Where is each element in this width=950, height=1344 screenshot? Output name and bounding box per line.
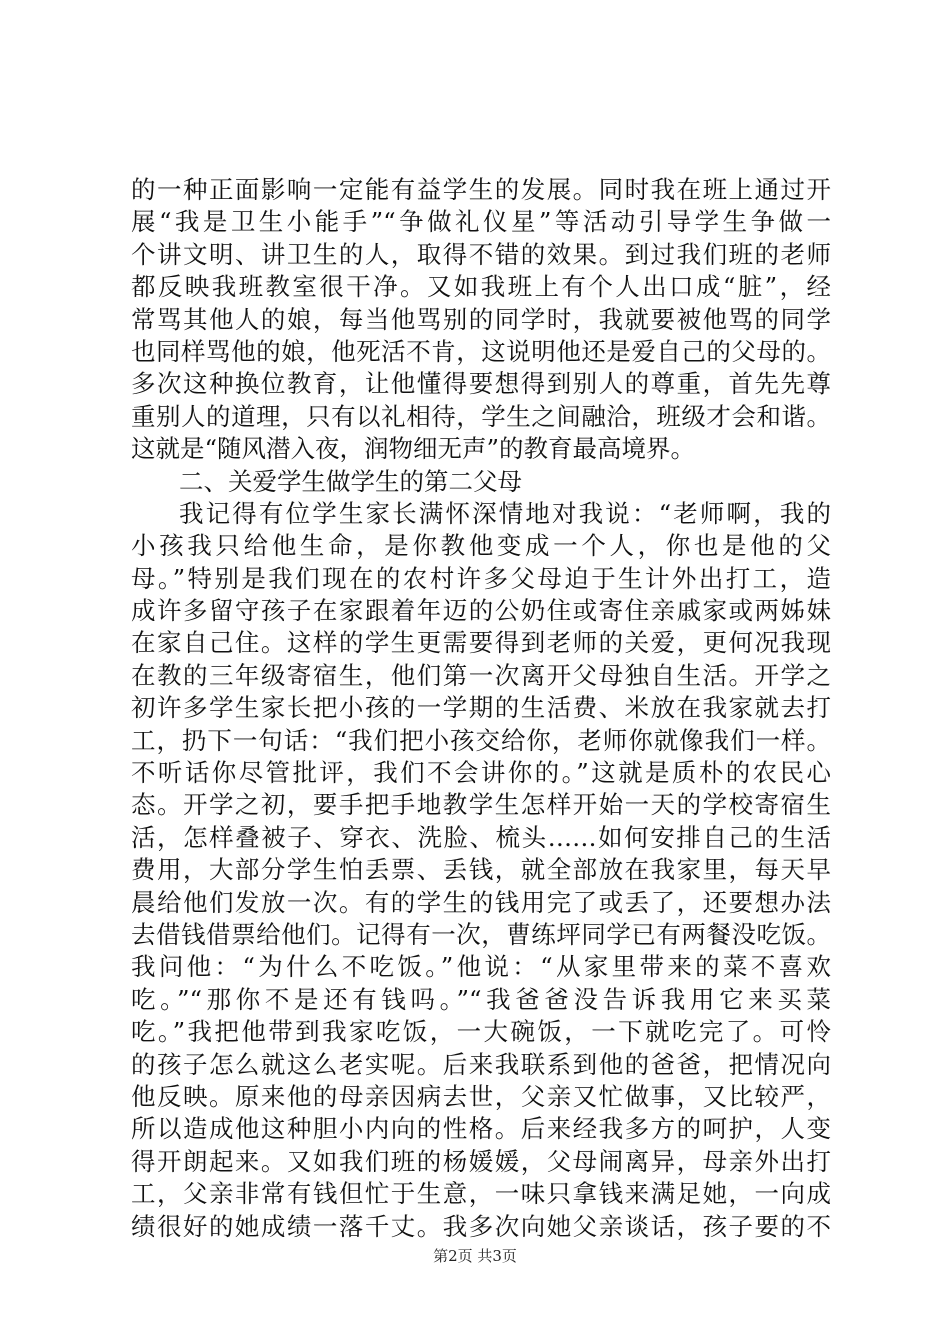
text-line: 多次这种换位教育，让他懂得要想得到别人的尊重，首先先尊 [131,369,831,399]
text-line: 这就是“随风潜入夜，润物细无声”的教育最高境界。 [131,434,696,464]
text-line: 态。开学之初，要手把手地教学生怎样开始一天的学校寄宿生 [131,790,831,820]
text-line: 我问他：“为什么不吃饭。”他说：“从家里带来的菜不喜欢 [131,952,831,982]
text-line: 常骂其他人的娘，每当他骂别的同学时，我就要被他骂的同学 [131,304,831,334]
text-line: 重别人的道理，只有以礼相待，学生之间融洽，班级才会和谐。 [131,401,831,431]
text-line: 个讲文明、讲卫生的人，取得不错的效果。到过我们班的老师 [131,239,831,269]
text-line: 吃。”“那你不是还有钱吗。”“我爸爸没告诉我用它来买菜 [131,984,831,1014]
text-line: 所以造成他这种胆小内向的性格。后来经我多方的呵护，人变 [131,1114,831,1144]
text-line: 的孩子怎么就这么老实呢。后来我联系到他的爸爸，把情况向 [131,1049,831,1079]
section-heading: 二、关爱学生做学生的第二父母 [179,466,522,496]
text-line: 在家自己住。这样的学生更需要得到老师的关爱，更何况我现 [131,628,831,658]
text-line: 初许多学生家长把小孩的一学期的生活费、米放在我家就去打 [131,693,831,723]
document-body [131,174,831,1243]
text-line: 在教的三年级寄宿生，他们第一次离开父母独自生活。开学之 [131,660,831,690]
text-line: 得开朗起来。又如我们班的杨媛媛，父母闹离异，母亲外出打 [131,1146,831,1176]
text-line: 绩很好的她成绩一落千丈。我多次向她父亲谈话，孩子要的不 [131,1211,831,1241]
text-line: 不听话你尽管批评，我们不会讲你的。”这就是质朴的农民心 [131,758,831,788]
text-line: 他反映。原来他的母亲因病去世，父亲又忙做事，又比较严， [131,1081,831,1111]
text-line: 工，父亲非常有钱但忙于生意，一味只拿钱来满足她，一向成 [131,1179,831,1209]
text-line: 成许多留守孩子在家跟着年迈的公奶住或寄住亲戚家或两姊妹 [131,596,831,626]
text-line: 工，扔下一句话：“我们把小孩交给你，老师你就像我们一样。 [131,725,831,755]
text-line: 都反映我班教室很干净。又如我班上有个人出口成“脏”，经 [131,272,831,302]
text-line: 费用，大部分学生怕丢票、丢钱，就全部放在我家里，每天早 [131,855,831,885]
page-number-footer: 第2页 共3页 [433,1247,517,1265]
text-line: 母。”特别是我们现在的农村许多父母迫于生计外出打工，造 [131,563,831,593]
text-line: 也同样骂他的娘，他死活不肯，这说明他还是爱自己的父母的。 [131,336,831,366]
text-line: 的一种正面影响一定能有益学生的发展。同时我在班上通过开 [131,175,831,204]
text-line: 活，怎样叠被子、穿衣、洗脸、梳头……如何安排自己的生活 [131,822,831,852]
text-line: 去借钱借票给他们。记得有一次，曹练坪同学已有两餐没吃饭。 [131,919,831,949]
text-line: 晨给他们发放一次。有的学生的钱用完了或丢了，还要想办法 [131,887,831,917]
text-line: 吃。”我把他带到我家吃饭，一大碗饭，一下就吃完了。可怜 [131,1017,831,1047]
text-line: 展“我是卫生小能手”“争做礼仪星”等活动引导学生争做一 [131,207,831,237]
text-line: 小孩我只给他生命，是你教他变成一个人，你也是他的父 [131,531,831,561]
text-line: 我记得有位学生家长满怀深情地对我说：“老师啊，我的 [179,498,831,528]
